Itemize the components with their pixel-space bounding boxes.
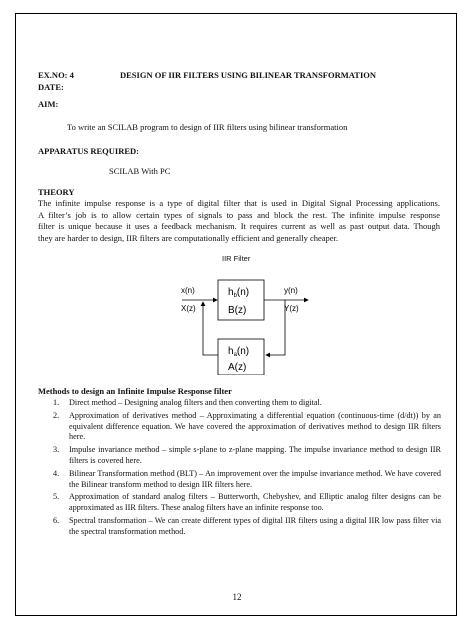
aim-heading: AIM: bbox=[38, 99, 59, 109]
methods-heading: Methods to design an Infinite Impulse Response filter bbox=[38, 386, 232, 396]
list-item bbox=[53, 398, 441, 409]
list-item-text: Approximation of standard analog filters – Butterworth, Chebyshev, and Elliptic analog filter designs can be approximated as IIR filters. These analog filters have an infinite response too. bbox=[69, 492, 441, 513]
date-label: DATE: bbox=[38, 82, 64, 92]
forward-impulse-label: $h_b(n)$ bbox=[228, 287, 250, 299]
theory-line: A filter’s job is to allow certain types of signals to pass and block the rest. The infinite impulse response bbox=[38, 209, 440, 220]
output-label-z: Y(z) bbox=[284, 304, 299, 313]
list-item-number: 4. bbox=[53, 468, 60, 478]
list-item bbox=[53, 516, 441, 538]
list-item bbox=[53, 492, 441, 514]
feedback-impulse-label: $h_a(n)$ bbox=[228, 346, 250, 358]
feedback-transfer-label: A(z) bbox=[228, 362, 247, 373]
input-label-time: x(n) bbox=[181, 286, 195, 295]
document-title: DESIGN OF IIR FILTERS USING BILINEAR TRANSFORMATION bbox=[120, 70, 377, 80]
list-item-text: Impulse invariance method – simple s-plane to z-plane mapping. The impulse invariance method to design IIR filters is covered here. bbox=[69, 445, 441, 465]
list-item-number: 2. bbox=[53, 410, 60, 420]
list-item bbox=[53, 411, 441, 443]
list-item-text: Direct method – Designing analog filters and then converting them to digital. bbox=[69, 398, 322, 407]
exercise-number: EX.NO: 4 bbox=[38, 70, 74, 80]
theory-heading: THEORY bbox=[38, 187, 75, 197]
iir-filter-diagram bbox=[160, 250, 330, 375]
page-number: 12 bbox=[232, 592, 242, 602]
theory-line: they are harder to design, IIR filters are computationally efficient and generally cheaper. bbox=[38, 232, 339, 243]
theory-line: filter is unique because it uses a feedback mechanism. It requires current as well as past output data. Though bbox=[38, 221, 440, 231]
forward-transfer-label: B(z) bbox=[228, 305, 247, 316]
apparatus-text: SCILAB With PC bbox=[109, 166, 171, 176]
feedback-arrow-out bbox=[203, 302, 218, 355]
apparatus-heading: APPARATUS REQUIRED: bbox=[38, 146, 139, 156]
methods-list bbox=[53, 398, 441, 540]
aim-text: To write an SCILAB program to design of IIR filters using bilinear transformation bbox=[67, 122, 348, 132]
diagram-title: IIR Filter bbox=[222, 254, 251, 263]
theory-paragraph bbox=[38, 198, 440, 244]
list-item-text: Spectral transformation – We can create different types of digital IIR filters using a digital IIR low pass filter via the spectral transformation method. bbox=[69, 515, 441, 536]
list-item bbox=[53, 469, 441, 491]
feedback-arrow-in bbox=[266, 300, 285, 355]
list-item-number: 6. bbox=[53, 515, 60, 525]
list-item-number: 3. bbox=[53, 445, 60, 455]
output-label-time: y(n) bbox=[284, 286, 298, 295]
theory-line: The infinite impulse response is a type of digital filter that is used in Digital Signal Processing applications. bbox=[38, 198, 440, 208]
list-item-number: 1. bbox=[53, 398, 60, 407]
input-label-z: X(z) bbox=[181, 304, 196, 313]
list-item bbox=[53, 445, 441, 467]
list-item-number: 5. bbox=[53, 492, 60, 502]
list-item-text: Approximation of derivatives method – Approximating a differential equation (continuous-time (d/dt)) by an equivalent difference equation. We have covered the approximation of derivatives method to design IIR filters here. bbox=[69, 410, 441, 442]
list-item-text: Bilinear Transformation method (BLT) – An improvement over the impulse invariance method. We have covered the Bilinear transform method to design IIR filters here. bbox=[69, 468, 441, 489]
